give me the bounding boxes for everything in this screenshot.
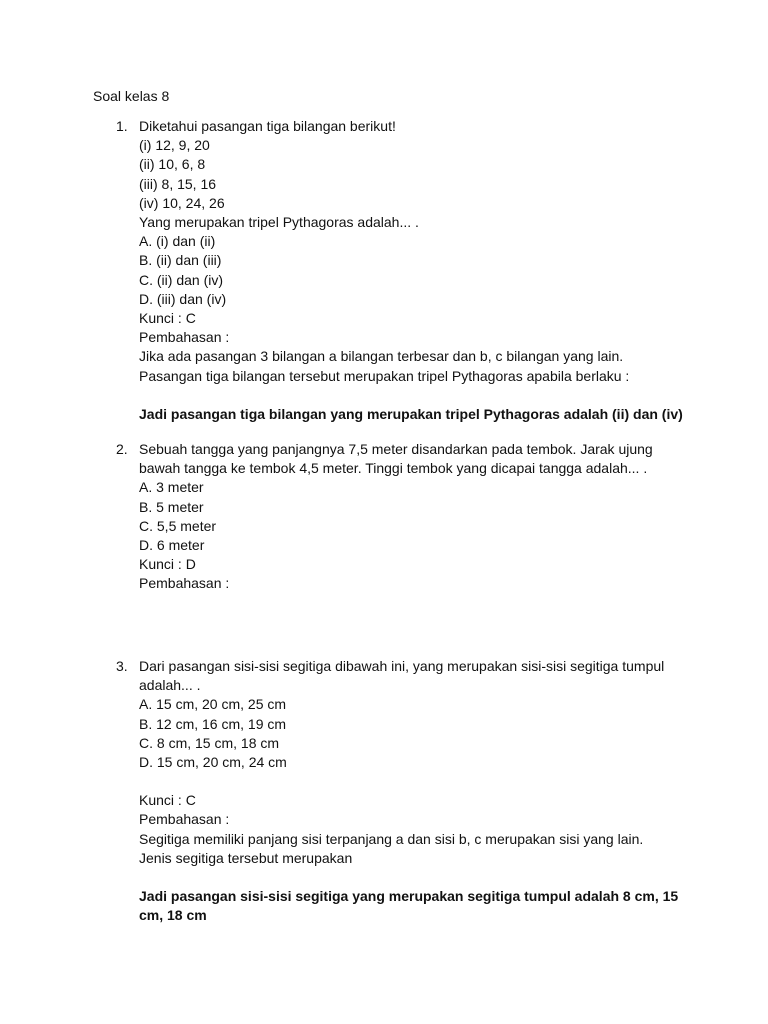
answer-choice: D. 15 cm, 20 cm, 24 cm bbox=[139, 754, 287, 771]
question-body bbox=[139, 117, 699, 424]
question-body bbox=[139, 440, 699, 594]
answer-choice: B. 5 meter bbox=[139, 498, 204, 515]
discussion-heading: Pembahasan : bbox=[139, 575, 230, 592]
answer-choice: A. (i) dan (ii) bbox=[139, 233, 216, 250]
discussion-text: Segitiga memiliki panjang sisi terpanjang a dan sisi b, c merupakan sisi yang lain. bbox=[139, 830, 644, 847]
answer-key: Kunci : C bbox=[139, 310, 196, 327]
spacer bbox=[139, 772, 699, 791]
answer-choice: C. (ii) dan (iv) bbox=[139, 271, 224, 288]
discussion-text: Jika ada pasangan 3 bilangan a bilangan terbesar dan b, c bilangan yang lain. bbox=[139, 348, 624, 365]
answer-choice: C. 5,5 meter bbox=[139, 517, 217, 534]
answer-choice: D. (iii) dan (iv) bbox=[139, 290, 227, 307]
answer-choice: A. 3 meter bbox=[139, 479, 204, 496]
question-number: 2. bbox=[116, 441, 128, 457]
question-text: adalah... . bbox=[139, 677, 201, 694]
option-line: (iii) 8, 15, 16 bbox=[139, 175, 217, 192]
conclusion-text: cm, 18 cm bbox=[139, 907, 207, 924]
option-line: (i) 12, 9, 20 bbox=[139, 137, 210, 154]
answer-choice: B. (ii) dan (iii) bbox=[139, 252, 222, 269]
spacer bbox=[139, 868, 699, 887]
conclusion-text: Jadi pasangan sisi-sisi segitiga yang merupakan segitiga tumpul adalah 8 cm, 15 bbox=[139, 888, 679, 905]
discussion-text: Pasangan tiga bilangan tersebut merupakan tripel Pythagoras apabila berlaku : bbox=[139, 367, 630, 384]
answer-choice: A. 15 cm, 20 cm, 25 cm bbox=[139, 696, 287, 713]
answer-choice: B. 12 cm, 16 cm, 19 cm bbox=[139, 715, 287, 732]
question-number: 1. bbox=[116, 118, 128, 134]
question-text: Diketahui pasangan tiga bilangan berikut! bbox=[139, 118, 396, 134]
answer-key: Kunci : C bbox=[139, 792, 196, 809]
question-text: Dari pasangan sisi-sisi segitiga dibawah ini, yang merupakan sisi-sisi segitiga tumpul bbox=[139, 658, 665, 674]
discussion-text: Jenis segitiga tersebut merupakan bbox=[139, 849, 353, 866]
spacer bbox=[139, 386, 699, 405]
question-number: 3. bbox=[116, 658, 128, 674]
answer-key: Kunci : D bbox=[139, 556, 196, 573]
option-line: (iv) 10, 24, 26 bbox=[139, 194, 225, 211]
answer-choice: D. 6 meter bbox=[139, 537, 205, 554]
discussion-heading: Pembahasan : bbox=[139, 329, 230, 346]
question-text: Sebuah tangga yang panjangnya 7,5 meter disandarkan pada tembok. Jarak ujung bbox=[139, 441, 653, 457]
question-text: bawah tangga ke tembok 4,5 meter. Tinggi tembok yang dicapai tangga adalah... . bbox=[139, 460, 648, 477]
conclusion-text: Jadi pasangan tiga bilangan yang merupakan tripel Pythagoras adalah (ii) dan (iv) bbox=[139, 405, 683, 422]
question-prompt: Yang merupakan tripel Pythagoras adalah... . bbox=[139, 214, 419, 231]
option-line: (ii) 10, 6, 8 bbox=[139, 156, 206, 173]
answer-choice: C. 8 cm, 15 cm, 18 cm bbox=[139, 734, 280, 751]
discussion-heading: Pembahasan : bbox=[139, 811, 230, 828]
question-body bbox=[139, 657, 699, 925]
document-title: Soal kelas 8 bbox=[93, 88, 170, 104]
